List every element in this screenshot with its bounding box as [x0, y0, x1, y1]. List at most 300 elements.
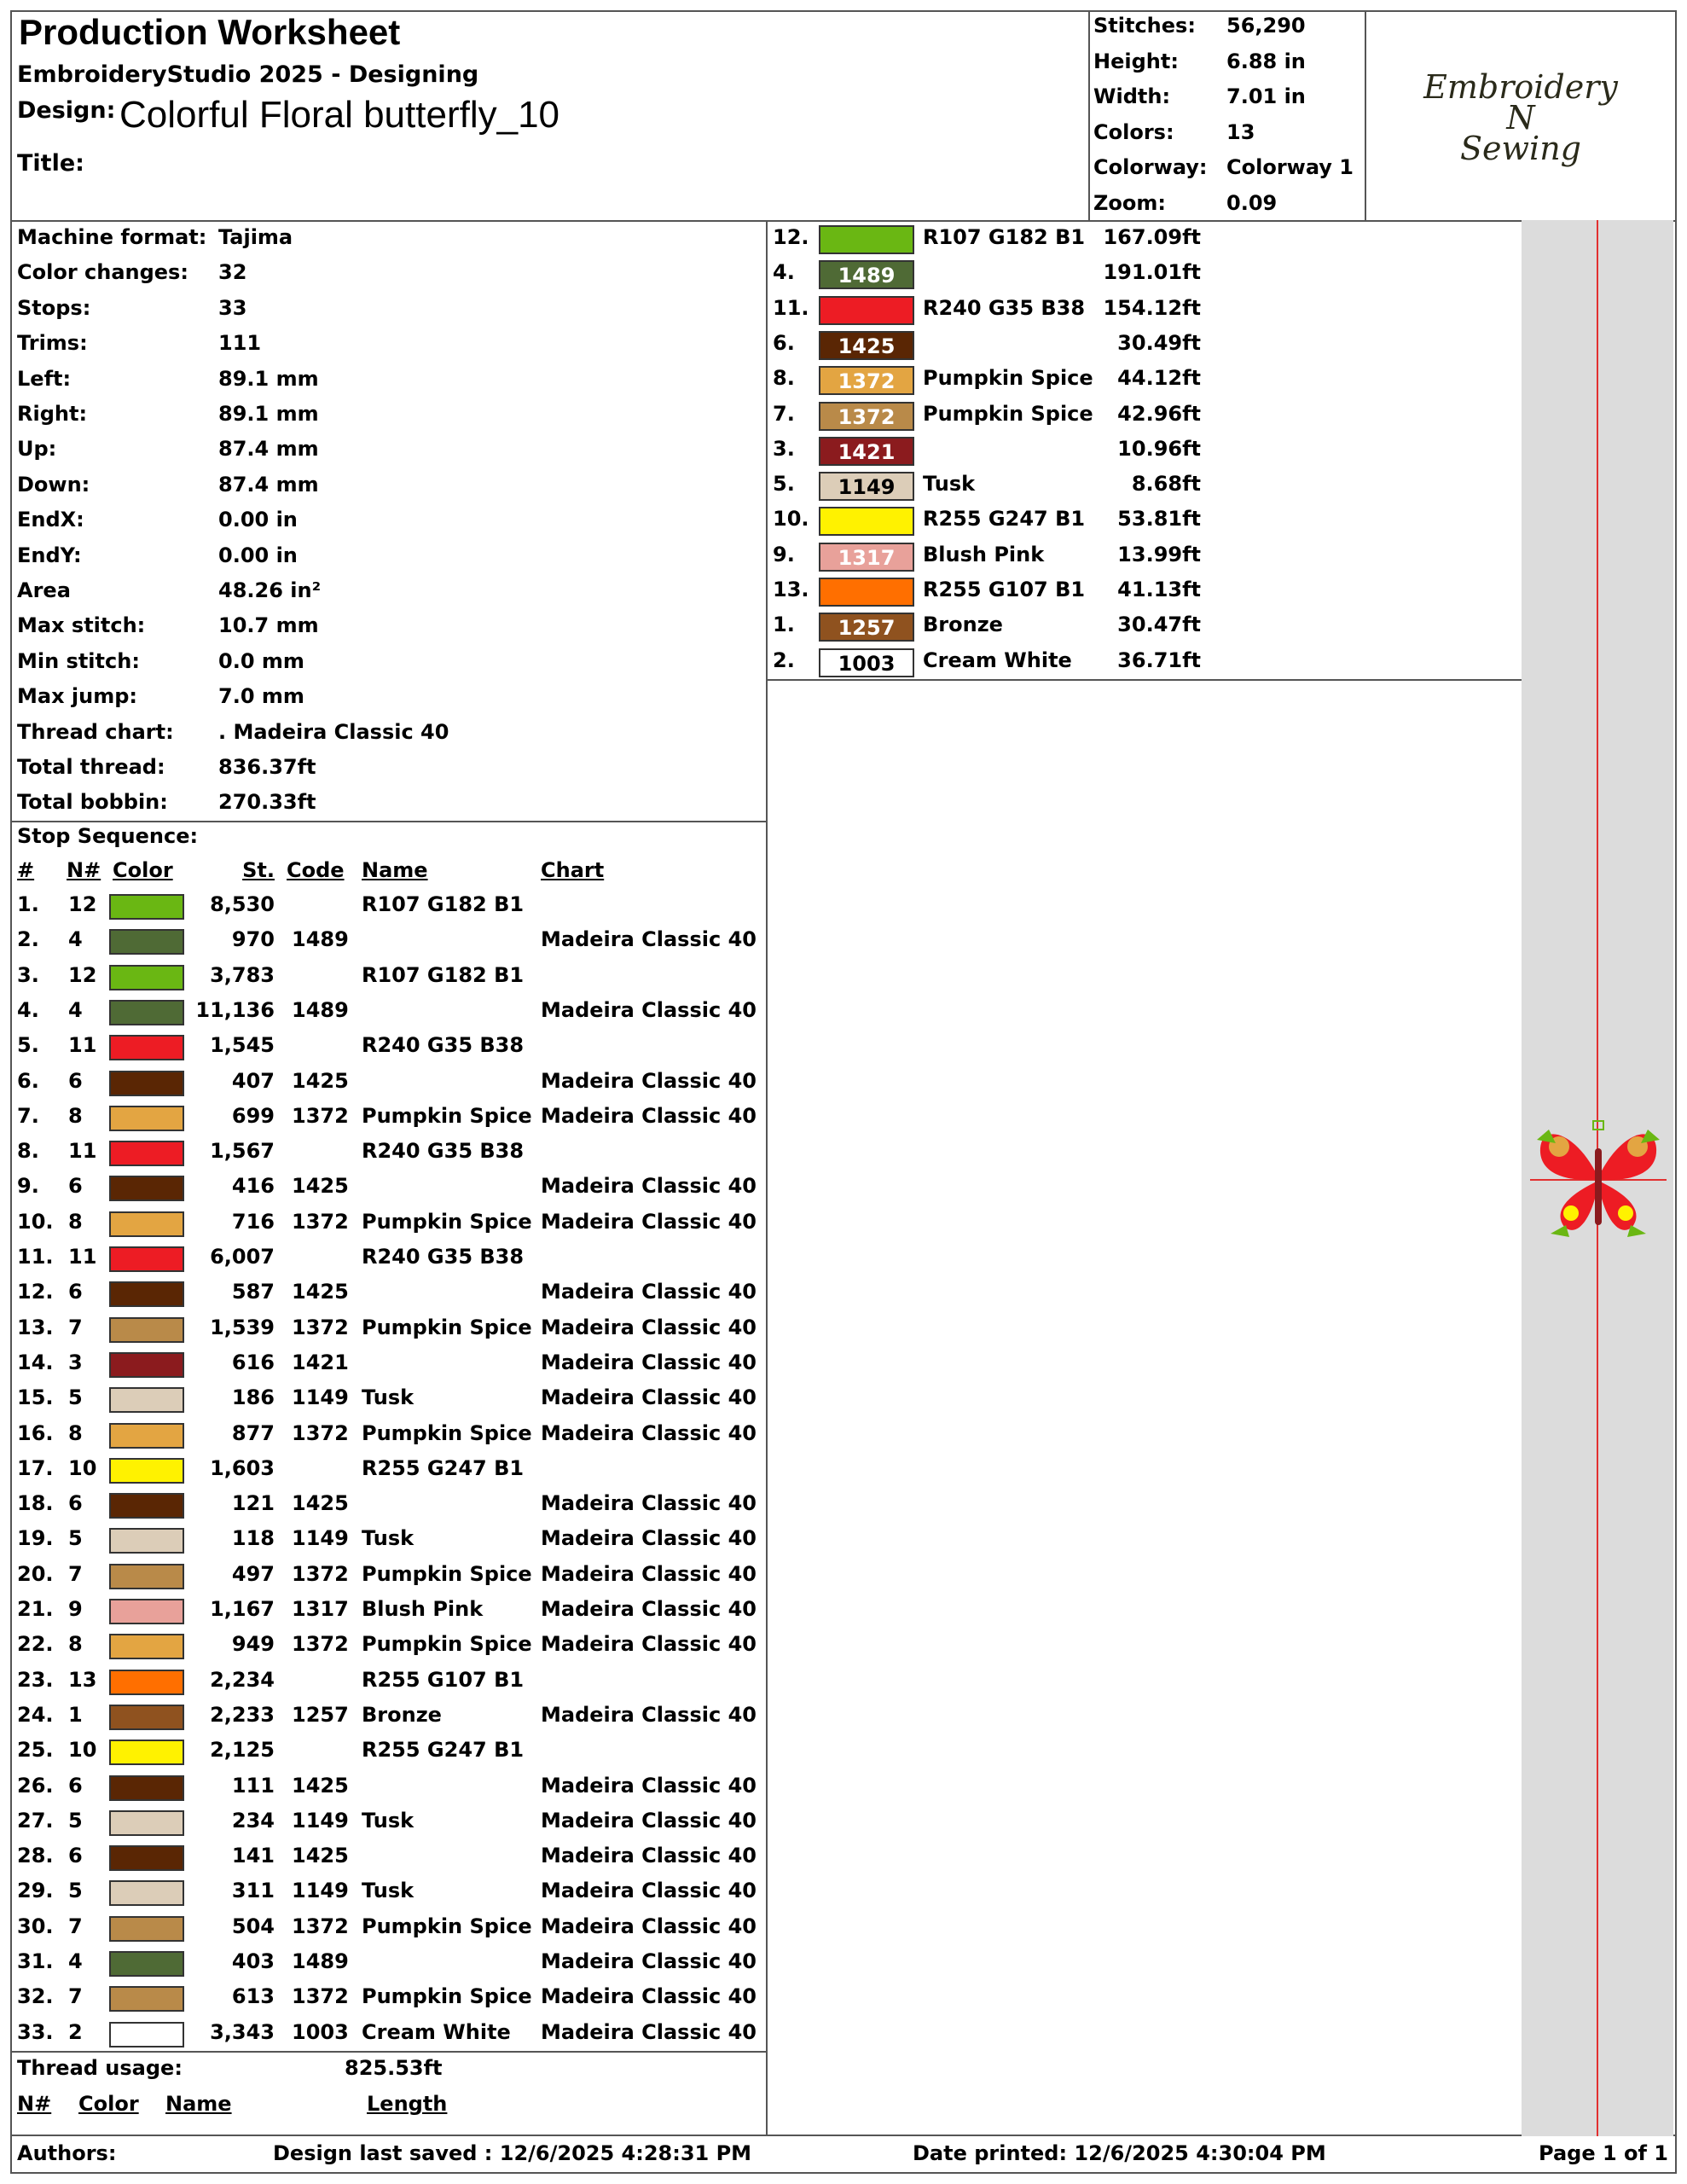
machine-info-value: 32: [218, 260, 247, 285]
machine-info-label: Total thread:: [17, 755, 165, 779]
machine-info-label: Left:: [17, 366, 72, 391]
stop-color-swatch: [109, 1141, 184, 1166]
table-row: [0, 1738, 766, 1772]
stop-chart: Madeira Classic 40: [541, 927, 757, 952]
thread-usage-label: Thread usage:: [17, 2056, 183, 2080]
thread-number: 10.: [773, 507, 809, 531]
table-row: [0, 1844, 766, 1878]
thread-length: 36.71ft: [1117, 648, 1201, 672]
stop-code: 1425: [292, 1844, 349, 1868]
stop-stitch-count: 234: [231, 1808, 275, 1833]
stop-thread-number: 7: [68, 1315, 83, 1339]
stop-index: 25.: [17, 1738, 54, 1763]
stop-color-swatch: [109, 1458, 184, 1484]
table-row: [0, 1914, 766, 1949]
summary-label: Width:: [1093, 84, 1171, 108]
stop-index: 30.: [17, 1914, 54, 1938]
machine-info-label: Min stitch:: [17, 648, 140, 673]
stop-index: 29.: [17, 1879, 54, 1903]
machine-info-label: EndX:: [17, 508, 84, 532]
stop-index: 27.: [17, 1808, 54, 1833]
summary-value: 6.88 in: [1226, 49, 1306, 73]
table-row: [0, 1245, 766, 1279]
stop-color-swatch: [109, 1176, 184, 1201]
stop-stitch-count: 186: [231, 1385, 275, 1410]
table-row: [0, 1949, 766, 1984]
stop-name: R255 G107 B1: [362, 1667, 525, 1692]
stop-code: 1257: [292, 1702, 349, 1727]
stop-index: 10.: [17, 1209, 54, 1234]
stop-code: 1372: [292, 1420, 349, 1445]
stop-thread-number: 8: [68, 1632, 83, 1657]
stop-stitch-count: 3,343: [210, 2019, 275, 2044]
stop-code: 1003: [292, 2019, 349, 2044]
machine-info-value: 87.4 mm: [218, 437, 319, 462]
stop-thread-number: 6: [68, 1773, 83, 1798]
stop-index: 33.: [17, 2019, 54, 2044]
col-header-chart: Chart: [541, 858, 605, 882]
thread-color-swatch: [819, 225, 914, 254]
thread-color-swatch: 1317: [819, 543, 914, 572]
stop-stitch-count: 403: [231, 1949, 275, 1973]
stop-stitch-count: 1,539: [210, 1315, 275, 1339]
stop-index: 23.: [17, 1667, 54, 1692]
table-row: [0, 998, 766, 1032]
stop-stitch-count: 616: [231, 1350, 275, 1374]
thread-color-swatch: [819, 507, 914, 536]
footer-authors: Authors:: [17, 2141, 117, 2165]
thread-name: Pumpkin Spice: [923, 401, 1093, 426]
stop-color-swatch: [109, 1845, 184, 1871]
stop-code: 1425: [292, 1491, 349, 1516]
machine-info-value: 836.37ft: [218, 755, 316, 779]
machine-info-label: Trims:: [17, 331, 88, 356]
stop-index: 13.: [17, 1315, 54, 1339]
col-header-code: Code: [287, 858, 345, 882]
stop-stitch-count: 111: [231, 1773, 275, 1798]
thread-length: 154.12ft: [1103, 295, 1201, 320]
thread-length: 42.96ft: [1117, 401, 1201, 426]
stop-thread-number: 6: [68, 1280, 83, 1304]
stop-stitch-count: 416: [231, 1174, 275, 1199]
summary-value: 56,290: [1226, 14, 1306, 38]
thread-number: 2.: [773, 648, 795, 672]
stop-color-swatch: [109, 1387, 184, 1413]
divider: [10, 220, 1677, 222]
stop-chart: Madeira Classic 40: [541, 1808, 757, 1833]
footer-last-saved: Design last saved : 12/6/2025 4:28:31 PM: [273, 2141, 752, 2165]
stop-thread-number: 5: [68, 1526, 83, 1551]
stop-chart: Madeira Classic 40: [541, 1984, 757, 2009]
stop-thread-number: 6: [68, 1844, 83, 1868]
thread-name: Pumpkin Spice: [923, 366, 1093, 391]
thread-name: Blush Pink: [923, 542, 1045, 566]
stop-index: 4.: [17, 997, 39, 1022]
stop-stitch-count: 504: [231, 1914, 275, 1938]
stop-index: 15.: [17, 1385, 54, 1410]
stop-thread-number: 3: [68, 1350, 83, 1374]
stop-chart: Madeira Classic 40: [541, 1632, 757, 1657]
stop-color-swatch: [109, 1916, 184, 1942]
summary-label: Height:: [1093, 49, 1179, 73]
title-label: Title:: [17, 150, 84, 177]
stop-color-swatch: [109, 1493, 184, 1519]
stop-name: Bronze: [362, 1702, 442, 1727]
usage-header-name: Name: [165, 2092, 232, 2116]
machine-info-value: 89.1 mm: [218, 366, 319, 391]
stop-color-swatch: [109, 1211, 184, 1237]
stop-code: 1372: [292, 1632, 349, 1657]
stop-chart: Madeira Classic 40: [541, 1103, 757, 1128]
machine-info-label: Up:: [17, 437, 57, 462]
stop-index: 28.: [17, 1844, 54, 1868]
thread-color-swatch: 1372: [819, 366, 914, 395]
stop-index: 1.: [17, 892, 39, 916]
machine-info-value: 10.7 mm: [218, 613, 319, 638]
stop-name: Pumpkin Spice: [362, 1103, 532, 1128]
stop-index: 16.: [17, 1420, 54, 1445]
design-preview: [1522, 220, 1673, 2136]
stop-thread-number: 6: [68, 1491, 83, 1516]
stop-color-swatch: [109, 1564, 184, 1589]
stop-code: 1372: [292, 1914, 349, 1938]
stop-thread-number: 5: [68, 1808, 83, 1833]
stop-stitch-count: 1,167: [210, 1597, 275, 1621]
stop-stitch-count: 1,603: [210, 1455, 275, 1480]
thread-number: 7.: [773, 401, 795, 426]
stop-stitch-count: 497: [231, 1561, 275, 1586]
stop-code: 1372: [292, 1561, 349, 1586]
col-header-color: Color: [113, 858, 173, 882]
stop-color-swatch: [109, 1246, 184, 1272]
stop-color-swatch: [109, 1528, 184, 1554]
stop-chart: Madeira Classic 40: [541, 1526, 757, 1551]
table-row: [0, 2020, 766, 2054]
stop-stitch-count: 118: [231, 1526, 275, 1551]
stop-thread-number: 1: [68, 1702, 83, 1727]
divider: [10, 2135, 1677, 2136]
stop-chart: Madeira Classic 40: [541, 1597, 757, 1621]
stop-color-swatch: [109, 2022, 184, 2048]
stop-name: R107 G182 B1: [362, 892, 525, 916]
table-row: [0, 1526, 766, 1560]
stop-chart: Madeira Classic 40: [541, 1315, 757, 1339]
table-row: [0, 1385, 766, 1420]
stop-index: 17.: [17, 1455, 54, 1480]
table-row: [0, 963, 766, 997]
table-row: [0, 1703, 766, 1737]
stop-index: 19.: [17, 1526, 54, 1551]
thread-number: 4.: [773, 260, 795, 285]
logo: [1366, 68, 1675, 167]
thread-number: 9.: [773, 542, 795, 566]
thread-number: 1.: [773, 613, 795, 637]
table-row: [0, 1350, 766, 1385]
stop-color-swatch: [109, 1352, 184, 1378]
stop-name: R240 G35 B38: [362, 1245, 525, 1269]
stop-code: 1372: [292, 1209, 349, 1234]
thread-length: 53.81ft: [1117, 507, 1201, 531]
col-header-name: Name: [362, 858, 428, 882]
app-name: EmbroideryStudio 2025 - Designing: [17, 61, 479, 88]
stop-color-swatch: [109, 1705, 184, 1730]
stop-thread-number: 12: [68, 962, 97, 987]
stop-code: 1149: [292, 1879, 349, 1903]
stop-code: 1372: [292, 1315, 349, 1339]
stop-stitch-count: 716: [231, 1209, 275, 1234]
stop-name: R240 G35 B38: [362, 1033, 525, 1058]
stop-index: 21.: [17, 1597, 54, 1621]
thread-color-swatch: [819, 578, 914, 607]
divider: [766, 220, 768, 2136]
table-row: [0, 1597, 766, 1631]
thread-number: 5.: [773, 472, 795, 497]
summary-value: 13: [1226, 119, 1255, 144]
stop-color-swatch: [109, 1810, 184, 1836]
stop-chart: Madeira Classic 40: [541, 1068, 757, 1093]
stop-name: R255 G247 B1: [362, 1738, 525, 1763]
stop-stitch-count: 8,530: [210, 892, 275, 916]
stop-chart: Madeira Classic 40: [541, 1879, 757, 1903]
stop-code: 1317: [292, 1597, 349, 1621]
divider: [1088, 10, 1090, 222]
thread-length: 44.12ft: [1117, 366, 1201, 391]
stop-thread-number: 10: [68, 1738, 97, 1763]
stop-index: 9.: [17, 1174, 39, 1199]
stop-thread-number: 8: [68, 1209, 83, 1234]
stop-index: 2.: [17, 927, 39, 952]
stop-color-swatch: [109, 1951, 184, 1977]
table-row: [0, 1280, 766, 1314]
machine-info-value: . Madeira Classic 40: [218, 719, 449, 744]
stop-stitch-count: 970: [231, 927, 275, 952]
table-row: [0, 1104, 766, 1138]
thread-number: 6.: [773, 330, 795, 355]
machine-info-label: Stops:: [17, 295, 91, 320]
table-row: [0, 1562, 766, 1596]
stop-code: 1425: [292, 1174, 349, 1199]
stop-thread-number: 11: [68, 1245, 97, 1269]
stop-chart: Madeira Classic 40: [541, 1385, 757, 1410]
usage-header-color: Color: [78, 2092, 139, 2116]
stop-color-swatch: [109, 1880, 184, 1906]
stop-index: 24.: [17, 1702, 54, 1727]
thread-length: 167.09ft: [1103, 225, 1201, 249]
summary-label: Colorway:: [1093, 155, 1208, 179]
summary-value: 7.01 in: [1226, 84, 1306, 108]
table-row: [0, 1809, 766, 1843]
machine-info-label: Down:: [17, 472, 90, 497]
machine-info-label: Right:: [17, 402, 88, 426]
stop-color-swatch: [109, 894, 184, 920]
stop-stitch-count: 121: [231, 1491, 275, 1516]
table-row: [0, 1632, 766, 1666]
table-row: [0, 927, 766, 961]
machine-info-value: 0.00 in: [218, 543, 298, 567]
stop-code: 1425: [292, 1773, 349, 1798]
table-row: [0, 892, 766, 926]
stop-thread-number: 8: [68, 1103, 83, 1128]
stop-code: 1489: [292, 927, 349, 952]
stop-code: 1421: [292, 1350, 349, 1374]
thread-number: 12.: [773, 225, 809, 249]
stop-color-swatch: [109, 1634, 184, 1659]
machine-info-value: 0.0 mm: [218, 648, 304, 673]
thread-color-swatch: 1421: [819, 437, 914, 466]
thread-name: Tusk: [923, 472, 976, 497]
stop-stitch-count: 11,136: [195, 997, 275, 1022]
stop-code: 1489: [292, 997, 349, 1022]
stop-index: 7.: [17, 1103, 39, 1128]
stop-name: Pumpkin Spice: [362, 1420, 532, 1445]
stop-thread-number: 5: [68, 1879, 83, 1903]
stop-thread-number: 4: [68, 997, 83, 1022]
thread-name: R255 G107 B1: [923, 578, 1086, 601]
machine-info-value: 89.1 mm: [218, 402, 319, 426]
table-row: [0, 1033, 766, 1067]
thread-color-swatch: 1425: [819, 331, 914, 360]
thread-number: 13.: [773, 578, 809, 601]
divider: [766, 679, 1523, 681]
stop-name: Pumpkin Spice: [362, 1561, 532, 1586]
machine-info-label: Color changes:: [17, 260, 188, 285]
stop-chart: Madeira Classic 40: [541, 1350, 757, 1374]
thread-length: 30.49ft: [1117, 330, 1201, 355]
stop-color-swatch: [109, 1106, 184, 1131]
thread-color-swatch: 1489: [819, 260, 914, 289]
stop-index: 3.: [17, 962, 39, 987]
stop-name: Pumpkin Spice: [362, 1984, 532, 2009]
stop-name: Pumpkin Spice: [362, 1914, 532, 1938]
thread-color-swatch: 1149: [819, 472, 914, 501]
stop-code: 1149: [292, 1526, 349, 1551]
stop-chart: Madeira Classic 40: [541, 1773, 757, 1798]
stop-chart: Madeira Classic 40: [541, 1561, 757, 1586]
stop-stitch-count: 587: [231, 1280, 275, 1304]
stop-index: 5.: [17, 1033, 39, 1058]
summary-label: Stitches:: [1093, 14, 1196, 38]
stop-stitch-count: 1,545: [210, 1033, 275, 1058]
thread-number: 3.: [773, 436, 795, 461]
stop-color-swatch: [109, 1035, 184, 1060]
stop-index: 11.: [17, 1245, 54, 1269]
stop-thread-number: 7: [68, 1561, 83, 1586]
machine-info-value: 87.4 mm: [218, 472, 319, 497]
stop-color-swatch: [109, 929, 184, 955]
stop-stitch-count: 1,567: [210, 1139, 275, 1164]
stop-name: Cream White: [362, 2019, 511, 2044]
table-row: [0, 1879, 766, 1913]
stop-chart: Madeira Classic 40: [541, 997, 757, 1022]
col-header-num: #: [17, 858, 35, 882]
stop-color-swatch: [109, 1317, 184, 1343]
machine-info-label: Total bobbin:: [17, 790, 168, 815]
stop-stitch-count: 2,234: [210, 1667, 275, 1692]
design-name: Colorful Floral butterfly_10: [119, 94, 560, 136]
stop-name: Pumpkin Spice: [362, 1315, 532, 1339]
stop-thread-number: 10: [68, 1455, 97, 1480]
thread-length: 191.01ft: [1103, 260, 1201, 285]
stop-name: Tusk: [362, 1808, 415, 1833]
footer-date-printed: Date printed: 12/6/2025 4:30:04 PM: [913, 2141, 1326, 2165]
table-row: [0, 1491, 766, 1525]
stop-sequence-title: Stop Sequence:: [17, 824, 199, 848]
stop-thread-number: 6: [68, 1068, 83, 1093]
footer-page-number: Page 1 of 1: [1539, 2141, 1668, 2165]
thread-length: 8.68ft: [1131, 472, 1201, 497]
page-title: Production Worksheet: [19, 12, 401, 52]
stop-name: Tusk: [362, 1526, 415, 1551]
stop-stitch-count: 699: [231, 1103, 275, 1128]
thread-color-swatch: [819, 296, 914, 325]
logo-line: Sewing: [1460, 130, 1581, 167]
machine-info-value: 33: [218, 295, 247, 320]
thread-name: Bronze: [923, 613, 1003, 637]
thread-usage-value: 825.53ft: [345, 2056, 443, 2080]
thread-length: 13.99ft: [1117, 542, 1201, 566]
stop-thread-number: 11: [68, 1139, 97, 1164]
stop-code: 1149: [292, 1808, 349, 1833]
col-header-n: N#: [67, 858, 101, 882]
summary-value: Colorway 1: [1226, 155, 1354, 179]
stop-code: 1372: [292, 1984, 349, 2009]
summary-label: Colors:: [1093, 119, 1174, 144]
stop-color-swatch: [109, 1670, 184, 1695]
stop-thread-number: 6: [68, 1174, 83, 1199]
stop-chart: Madeira Classic 40: [541, 1209, 757, 1234]
thread-color-swatch: 1372: [819, 402, 914, 431]
machine-info-value: 48.26 in²: [218, 578, 322, 602]
machine-info-value: 7.0 mm: [218, 684, 304, 709]
stop-stitch-count: 141: [231, 1844, 275, 1868]
stop-code: 1149: [292, 1385, 349, 1410]
stop-thread-number: 4: [68, 927, 83, 952]
stop-name: Blush Pink: [362, 1597, 484, 1621]
thread-length: 41.13ft: [1117, 578, 1201, 601]
summary-value: 0.09: [1226, 190, 1278, 215]
usage-header-n: N#: [17, 2092, 52, 2116]
stop-index: 32.: [17, 1984, 54, 2009]
stop-stitch-count: 311: [231, 1879, 275, 1903]
machine-info-value: 0.00 in: [218, 508, 298, 532]
logo-line: Embroidery: [1423, 68, 1618, 106]
stop-name: Pumpkin Spice: [362, 1209, 532, 1234]
stop-index: 12.: [17, 1280, 54, 1304]
summary-label: Zoom:: [1093, 190, 1166, 215]
table-row: [0, 1421, 766, 1455]
machine-info-label: Max jump:: [17, 684, 138, 709]
stop-chart: Madeira Classic 40: [541, 1174, 757, 1199]
thread-number: 8.: [773, 366, 795, 391]
stop-thread-number: 11: [68, 1033, 97, 1058]
stop-thread-number: 8: [68, 1420, 83, 1445]
stop-stitch-count: 613: [231, 1984, 275, 2009]
stop-index: 22.: [17, 1632, 54, 1657]
usage-header-length: Length: [367, 2092, 448, 2116]
stop-stitch-count: 2,233: [210, 1702, 275, 1727]
thread-number: 11.: [773, 295, 809, 320]
stop-color-swatch: [109, 1071, 184, 1096]
thread-length: 10.96ft: [1117, 436, 1201, 461]
stop-chart: Madeira Classic 40: [541, 2019, 757, 2044]
machine-info-value: Tajima: [218, 225, 293, 249]
stop-index: 6.: [17, 1068, 39, 1093]
stop-code: 1425: [292, 1280, 349, 1304]
stop-chart: Madeira Classic 40: [541, 1702, 757, 1727]
stop-index: 26.: [17, 1773, 54, 1798]
stop-code: 1489: [292, 1949, 349, 1973]
stop-stitch-count: 2,125: [210, 1738, 275, 1763]
